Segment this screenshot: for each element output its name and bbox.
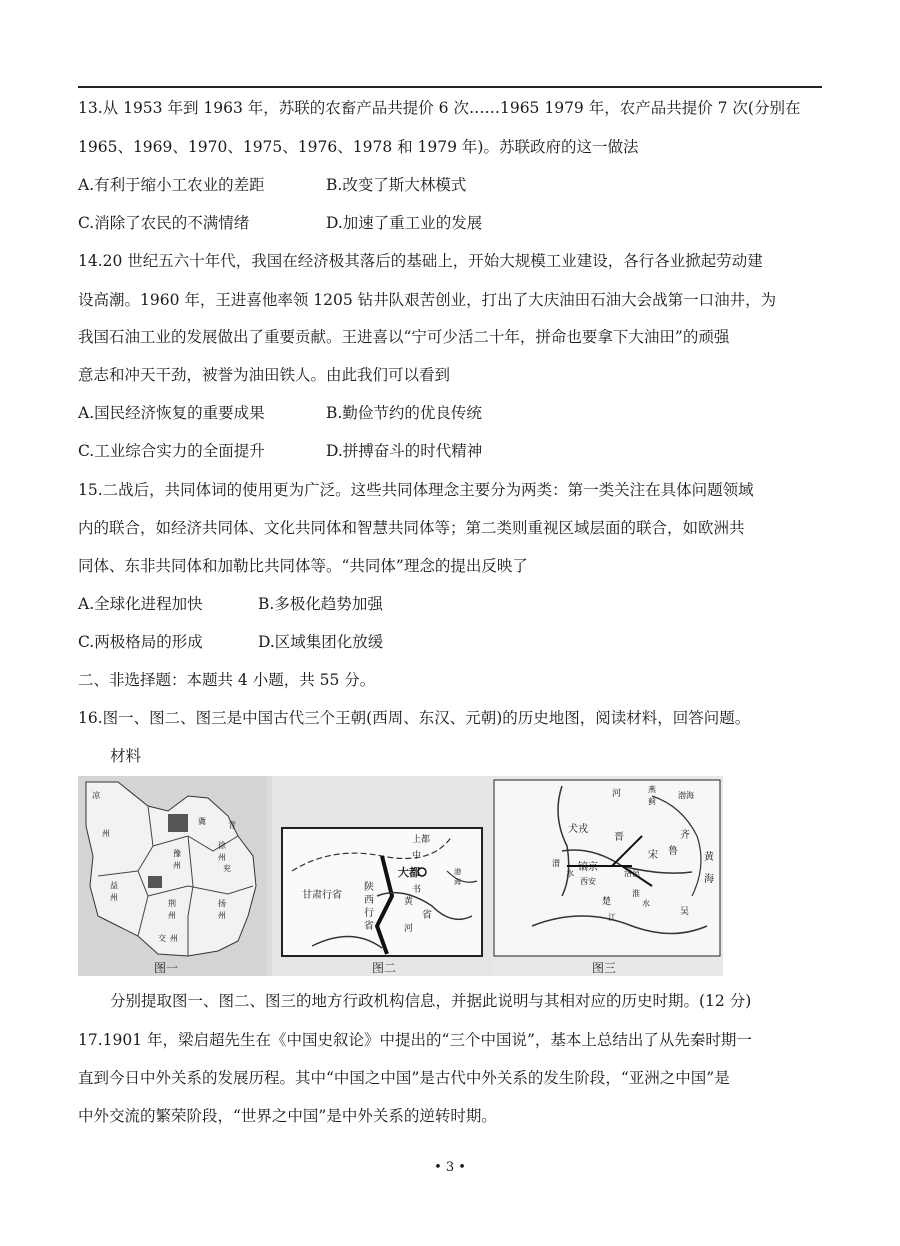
figure-2-caption: 图二 — [372, 961, 397, 975]
page-number: • 3 • — [434, 1160, 466, 1175]
q14-stem-line-3: 我国石油工业的发展做出了重要贡献。王进喜以“宁可少活二十年，拼命也要拿下大油田”的顽强 — [78, 328, 730, 346]
map-label: 省 — [422, 910, 432, 921]
map-label: 州 — [218, 853, 226, 862]
header-rule — [78, 86, 822, 88]
map-label: 渭 — [552, 859, 560, 868]
map-label: 水 — [642, 899, 650, 908]
q13-options-row-1 — [78, 175, 828, 195]
map-label: 齐 — [680, 830, 690, 841]
map-label: 犬戎 — [568, 824, 588, 835]
map-label: 晋 — [614, 832, 624, 843]
map-label: 徐 — [218, 841, 226, 850]
q15-stem-line-3: 同体、东非共同体和加勒比共同体等。“共同体”理念的提出反映了 — [78, 557, 528, 575]
map-label: 豫 — [173, 849, 181, 858]
map-label: 黄 — [404, 897, 414, 907]
map-label: 扬 — [218, 899, 226, 908]
section-two-heading: 二、非选择题：本题共 4 小题，共 55 分。 — [78, 671, 376, 689]
map-label: 燕 — [648, 785, 656, 794]
map-label: 州 — [218, 911, 226, 920]
q13-option-a[interactable]: A.有利于缩小工农业的差距 — [78, 176, 265, 194]
map-label: 中 — [412, 851, 422, 861]
q15-option-d[interactable]: D.区域集团化放缓 — [258, 633, 384, 651]
map-label: 大都 — [398, 866, 420, 879]
q13-stem-line-2: 1965、1969、1970、1975、1976、1978 和 1979 年)。苏联政府的这一做法 — [78, 138, 639, 156]
q16-instruction: 分别提取图一、图二、图三的地方行政机构信息，并据此说明与其相对应的历史时期。(12 分) — [110, 992, 752, 1010]
q14-option-a[interactable]: A.国民经济恢复的重要成果 — [78, 404, 265, 422]
map-label: 鲁 — [668, 846, 678, 857]
map-label: 西 — [364, 895, 374, 906]
map-label: 河 — [404, 924, 414, 934]
map-label: 海 — [704, 874, 714, 885]
q14-option-b[interactable]: B.勤俭节约的优良传统 — [326, 404, 482, 422]
figure-3-caption: 图三 — [592, 961, 617, 975]
q14-stem-line-2: 设高潮。1960 年，王进喜他率领 1205 钻井队艰苦创业，打出了大庆油田石油大会战第一口油井，为 — [78, 291, 777, 309]
map-label: 淮 — [632, 889, 640, 898]
map-label: 省 — [364, 921, 374, 932]
q15-options-row-1 — [78, 594, 828, 614]
map-label: 青 — [228, 821, 236, 830]
q15-stem-line-2: 内的联合，如经济共同体、文化共同体和智慧共同体等；第二类则重视区域层面的联合，如欧洲共 — [78, 519, 745, 537]
map-label: 宋 — [648, 850, 658, 861]
map-figure-2 — [272, 776, 492, 976]
eastern-han-map — [78, 776, 266, 976]
q15-options-row-2 — [78, 632, 828, 652]
map-label: 西安 — [580, 877, 596, 886]
map-label: 吴 — [680, 907, 690, 917]
q15-stem-line-1: 15.二战后，共同体词的使用更为广泛。这些共同体理念主要分为两类：第一类关注在具体问题领域 — [78, 481, 754, 499]
map-label: 兖 — [223, 864, 231, 873]
q13-option-d[interactable]: D.加速了重工业的发展 — [326, 214, 483, 232]
map-label: 州 — [173, 861, 181, 870]
q14-option-c[interactable]: C.工业综合实力的全面提升 — [78, 442, 265, 460]
q16-material-label: 材料 — [110, 747, 142, 765]
q17-stem-line-2: 直到今日中外关系的发展历程。其中“中国之中国”是古代中外关系的发生阶段，“亚洲之中国”是 — [78, 1069, 730, 1087]
q15-option-b[interactable]: B.多极化趋势加强 — [258, 595, 383, 613]
map-label: 凉 — [92, 791, 100, 800]
map-label: 益 — [110, 881, 118, 890]
map-label: 州 — [170, 934, 178, 943]
map-label: 荆 — [168, 899, 176, 908]
q13-options-row-2 — [78, 213, 828, 233]
q13-option-c[interactable]: C.消除了农民的不满情绪 — [78, 214, 250, 232]
map-label: 河 — [612, 789, 622, 799]
map-label: 甘肃行省 — [302, 890, 342, 901]
map-label: 楚 — [602, 897, 612, 907]
map-label: 渤 — [454, 868, 461, 876]
map-label: 州 — [168, 911, 176, 920]
q15-option-a[interactable]: A.全球化进程加快 — [78, 595, 203, 613]
q15-option-c[interactable]: C.两极格局的形成 — [78, 633, 203, 651]
map-label: 江 — [608, 913, 616, 922]
q16-map-figures — [78, 776, 723, 976]
map-label: 海 — [454, 878, 461, 886]
q17-stem-line-3: 中外交流的繁荣阶段，“世界之中国”是中外关系的逆转时期。 — [78, 1107, 497, 1125]
q13-option-b[interactable]: B.改变了斯大林模式 — [326, 176, 467, 194]
map-label: 冀 — [198, 817, 206, 826]
q14-options-row-1 — [78, 403, 828, 423]
figure-1-caption: 图一 — [154, 961, 179, 975]
map-label: 州 — [102, 829, 110, 838]
q14-stem-line-1: 14.20 世纪五六十年代，我国在经济极其落后的基础上，开始大规模工业建设，各行各业掀起劳动建 — [78, 252, 763, 270]
yuan-map — [272, 776, 492, 976]
map-label: 镐京 — [578, 862, 598, 873]
map-label: 州 — [110, 893, 118, 902]
map-label: 行 — [364, 908, 374, 919]
map-label: 蓟 — [648, 797, 656, 806]
map-figure-1 — [78, 776, 266, 976]
map-label: 陕 — [364, 882, 374, 893]
q14-options-row-2 — [78, 441, 828, 461]
q13-stem-line-1: 13.从 1953 年到 1963 年，苏联的农畜产品共提价 6 次……1965 1979 年，农产品共提价 7 次(分别在 — [78, 99, 801, 117]
map-label: 水 — [566, 869, 574, 878]
q16-stem: 16.图一、图二、图三是中国古代三个王朝(西周、东汉、元朝)的历史地图，阅读材料，回答问题。 — [78, 709, 751, 727]
map-label: 书 — [412, 885, 422, 895]
q17-stem-line-1: 17.1901 年，梁启超先生在《中国史叙论》中提出的“三个中国说”，基本上总结出了从先秦时期一 — [78, 1031, 752, 1049]
western-zhou-map — [492, 776, 723, 976]
map-label: 交 — [158, 934, 166, 943]
map-figure-3 — [492, 776, 723, 976]
q14-option-d[interactable]: D.拼搏奋斗的时代精神 — [326, 442, 483, 460]
map-label: 渤海 — [678, 791, 694, 800]
map-label: 洛邑 — [624, 869, 640, 878]
map-label: 黄 — [704, 852, 714, 863]
map-label: 上都 — [412, 835, 431, 845]
q14-stem-line-4: 意志和冲天干劲，被誉为油田铁人。由此我们可以看到 — [78, 366, 451, 384]
